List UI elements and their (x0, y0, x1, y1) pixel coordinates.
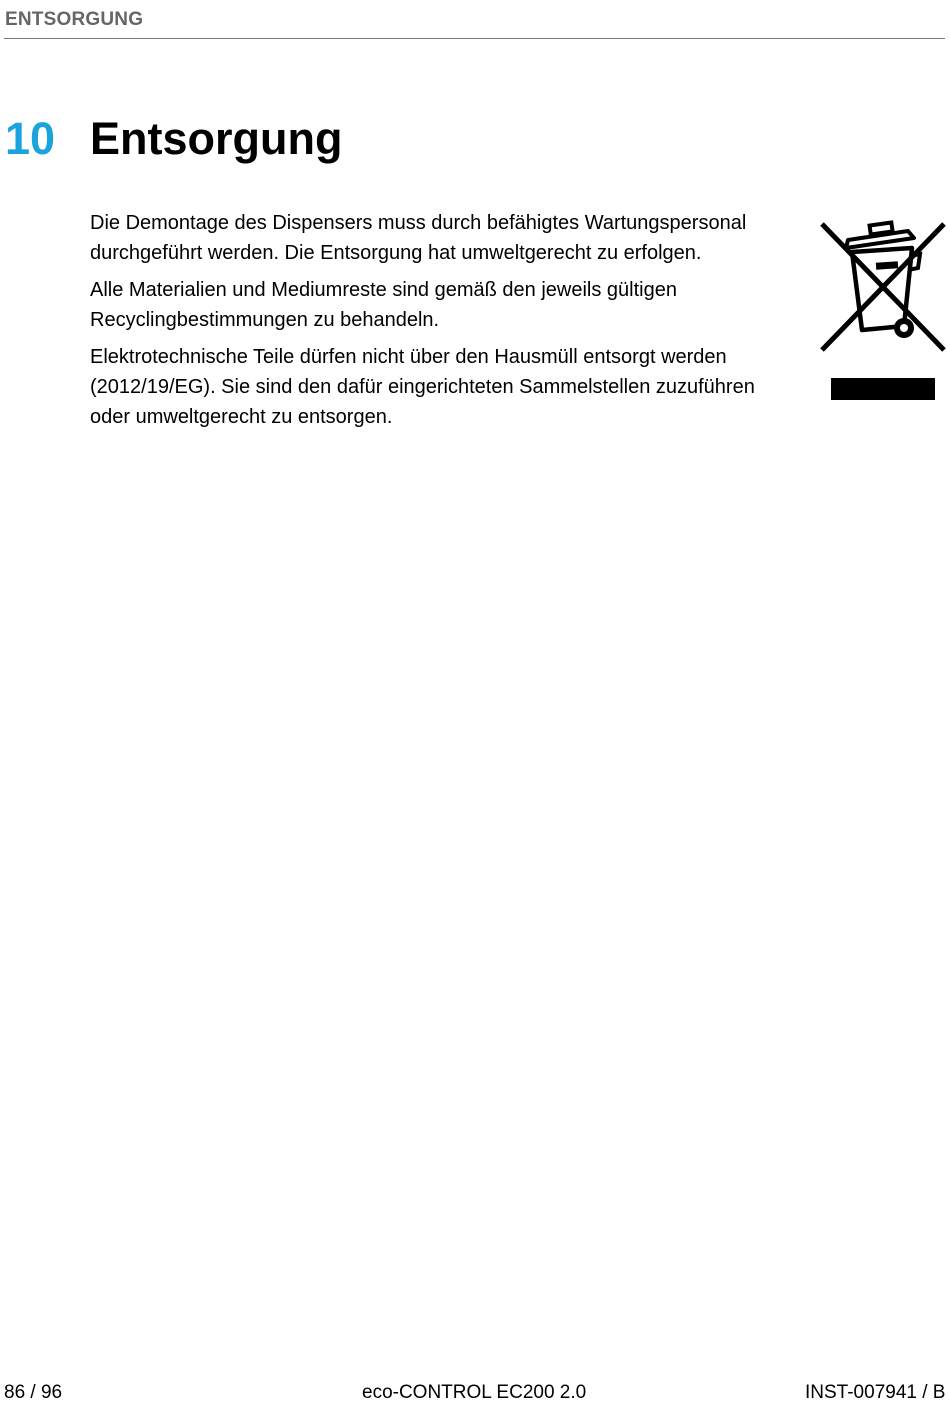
paragraph-electrical-parts: Elektrotechnische Teile dürfen nicht über den Hausmüll entsorgt werden (2012/19/EG). Sie sind den dafür eingerichteten Sammelstellen zuzuführen oder umweltgerecht zu entsorgen. (90, 346, 755, 428)
footer-document-id: INST-007941 / B (805, 1382, 946, 1403)
footer-product-name: eco-CONTROL EC200 2.0 (362, 1382, 587, 1403)
chapter-body (90, 208, 800, 439)
paragraph-recycling: Alle Materialien und Mediumreste sind gemäß den jeweils gültigen Recyclingbestimmungen zu behandeln. (90, 279, 677, 331)
crossed-out-wheelie-bin-icon (818, 218, 948, 404)
paragraph-dismantling: Die Demontage des Dispensers muss durch befähigtes Wartungspersonal durchgeführt werden. Die Entsorgung hat umweltgerecht zu erfolgen. (90, 212, 747, 264)
header-divider (4, 38, 945, 39)
running-header: ENTSORGUNG (5, 9, 144, 30)
footer-page-number: 86 / 96 (4, 1382, 63, 1403)
chapter-title: Entsorgung (90, 113, 343, 164)
chapter-number: 10 (5, 113, 56, 164)
